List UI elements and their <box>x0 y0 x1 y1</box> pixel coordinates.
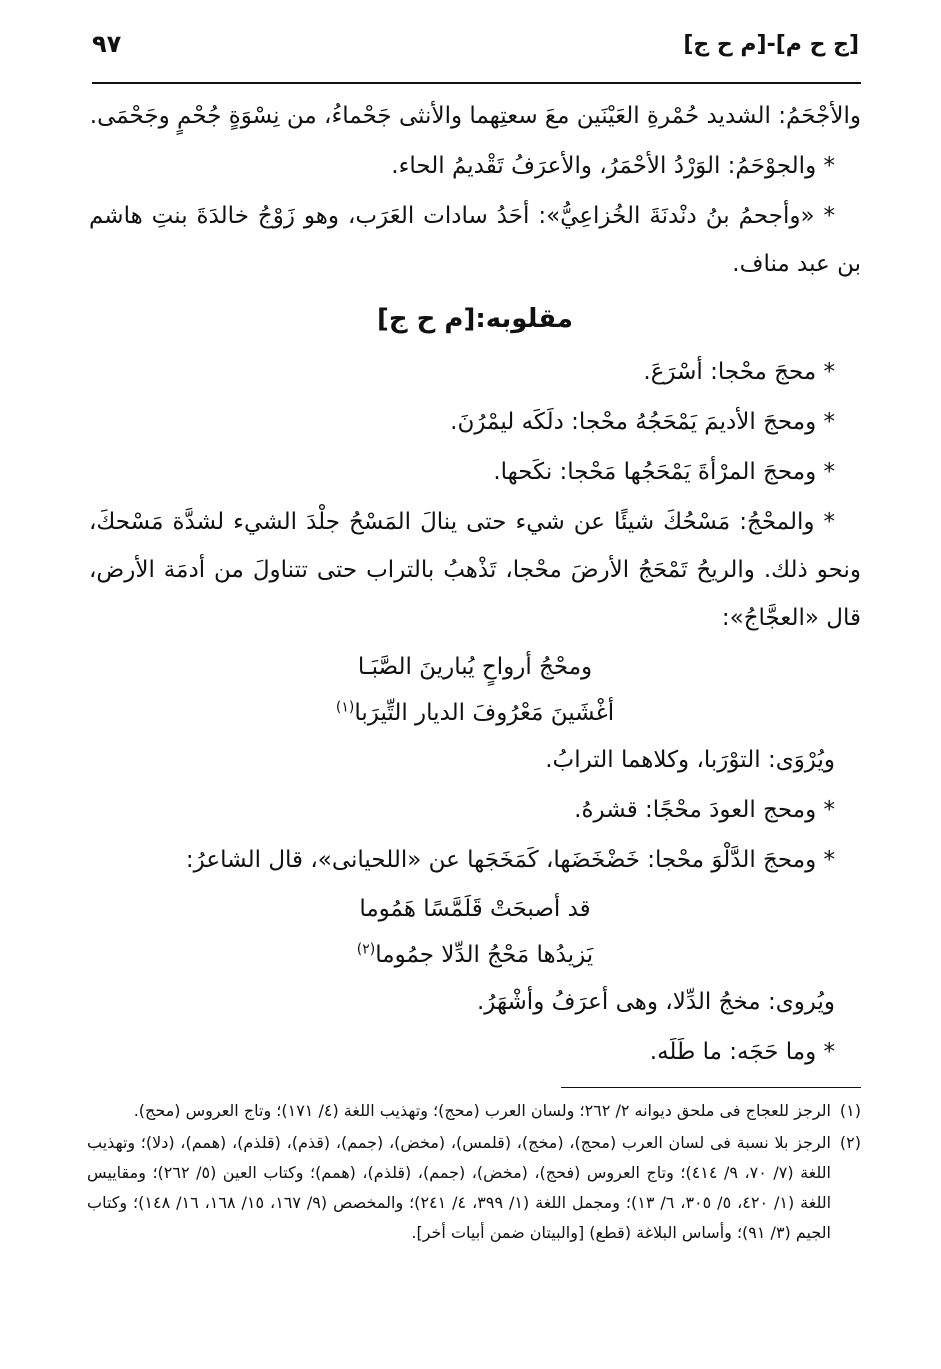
verse-line: يَزيدُها مَحْجُ الدِّلا جمُوما$^{(٢)}$ <box>356 941 594 968</box>
entry-paragraph: ويُروى: مخجُ الدِّلا، وهى أعرَفُ وأشْهَرُ. <box>476 989 835 1015</box>
verse-line: قد أصبحَتْ قَلَمَّسًا هَمُوما <box>359 896 591 922</box>
footnote-number: (١) <box>839 1101 861 1120</box>
header-divider <box>92 82 861 84</box>
verse-line: ومحْجُ أرواحٍ يُبارينَ الصَّبَـا <box>357 654 593 680</box>
footnote-number: (٢) <box>839 1133 861 1152</box>
main-text <box>89 92 861 1078</box>
verse-block <box>89 644 861 736</box>
footnote-text: الرجز للعجاج فى ملحق ديوانه ٢/ ٢٦٢؛ ولسان العرب (محج)؛ وتهذيب اللغة (٤/ ١٧١)؛ وتاج العروس (محج). <box>133 1101 831 1120</box>
entry-paragraph: * «وأجحمُ بنُ دنْدنَةَ الخُزاعِيُّ»: أحَدُ سادات العَرَب، وهو زَوْجُ خالدَةَ بنتِ هاشم بن عبد مناف. <box>89 203 861 277</box>
footnote <box>87 1096 861 1126</box>
running-head: [ج ح م]-[م ح ج] <box>683 32 859 57</box>
footnotes <box>87 1096 861 1250</box>
entry-paragraph: * ومحجَ المرْأةَ يَمْحَجُها مَحْجا: نكَحها. <box>493 459 835 485</box>
entry-paragraph: ويُرْوَى: التوْرَبا، وكلاهما الترابُ. <box>545 747 835 773</box>
section-heading: مقلوبه:[م ح ج] <box>376 304 574 334</box>
entry-paragraph: * ومحجَ الدَّلْوَ محْجا: خَضْخَضَها، كَمَخَجَها عن «اللحيانى»، قال الشاعرُ: <box>185 847 835 873</box>
footnote-ref: (٢) <box>356 941 376 958</box>
page-number: ٩٧ <box>92 30 122 58</box>
verse-block <box>89 886 861 978</box>
entry-paragraph: * ومحج العودَ محْجًا: قشرهُ. <box>574 797 835 823</box>
page-header <box>92 28 859 68</box>
entry-paragraph: * والمحْجُ: مَسْحُكَ شيئًا عن شيء حتى ينالَ المَسْحُ جلْدَ الشيء لشدَّة مَسْحكَ، ونحو ذلك. والريحُ تَمْحَجُ الأرضَ محْجا، تَذْهبُ بالتراب حتى تتناولَ من أدمَة الأرض، قال «العجَّاجُ»: <box>89 509 861 631</box>
footnote <box>87 1128 861 1248</box>
footnote-ref: (١) <box>335 699 355 716</box>
verse-line: أغْشَينَ مَعْرُوفَ الديار التِّيرَبا$^{(١)}$ <box>335 699 615 726</box>
footnote-text: الرجز بلا نسبة فى لسان العرب (محج)، (مخج)، (قلمس)، (مخض)، (جمم)، (قذم)، (قلذم)، (همم)، (دلا)؛ وتهذيب اللغة (٧/ ٧٠، ٩/ ٤١٤)؛ وتاج العروس (فحج)، (مخض)، (جمم)، (قلذم)، (همم)؛ وكتاب العين (٥/ ٢٦٢)؛ ومقاييس اللغة (١/ ٤٢٠، ٥/ ٣٠٥، ٦/ ١٣)؛ ومجمل اللغة (١/ ٣٩٩، ٤/ ٢٤١)؛ والمخصص (٩/ ١٦٧، ١٥/ ١٦٨، ١٦/ ١٤٨)؛ وكتاب الجيم (٣/ ٩١)؛ وأساس البلاغة (قطع) [والبيتان ضمن أبيات أخر]. <box>87 1133 832 1242</box>
entry-paragraph: * والجوْحَمُ: الوَرْدُ الأحْمَرُ، والأعرَفُ تَقْديمُ الحاء. <box>391 153 835 179</box>
footnote-divider <box>561 1087 861 1088</box>
entry-paragraph: والأجْحَمُ: الشديد حُمْرةِ العَيْنَين معَ سعتِهما والأنثى جَحْماءُ، من نِسْوَةٍ جُحْمٍ وجَحْمَى. <box>89 103 861 129</box>
entry-paragraph: * وما حَجَه: ما طَلَه. <box>649 1039 835 1065</box>
entry-paragraph: * محجَ محْجا: أسْرَعَ. <box>643 359 835 385</box>
entry-paragraph: * ومحجَ الأديمَ يَمْحَجُهُ محْجا: دلَكَه ليمْرُنَ. <box>450 409 835 435</box>
